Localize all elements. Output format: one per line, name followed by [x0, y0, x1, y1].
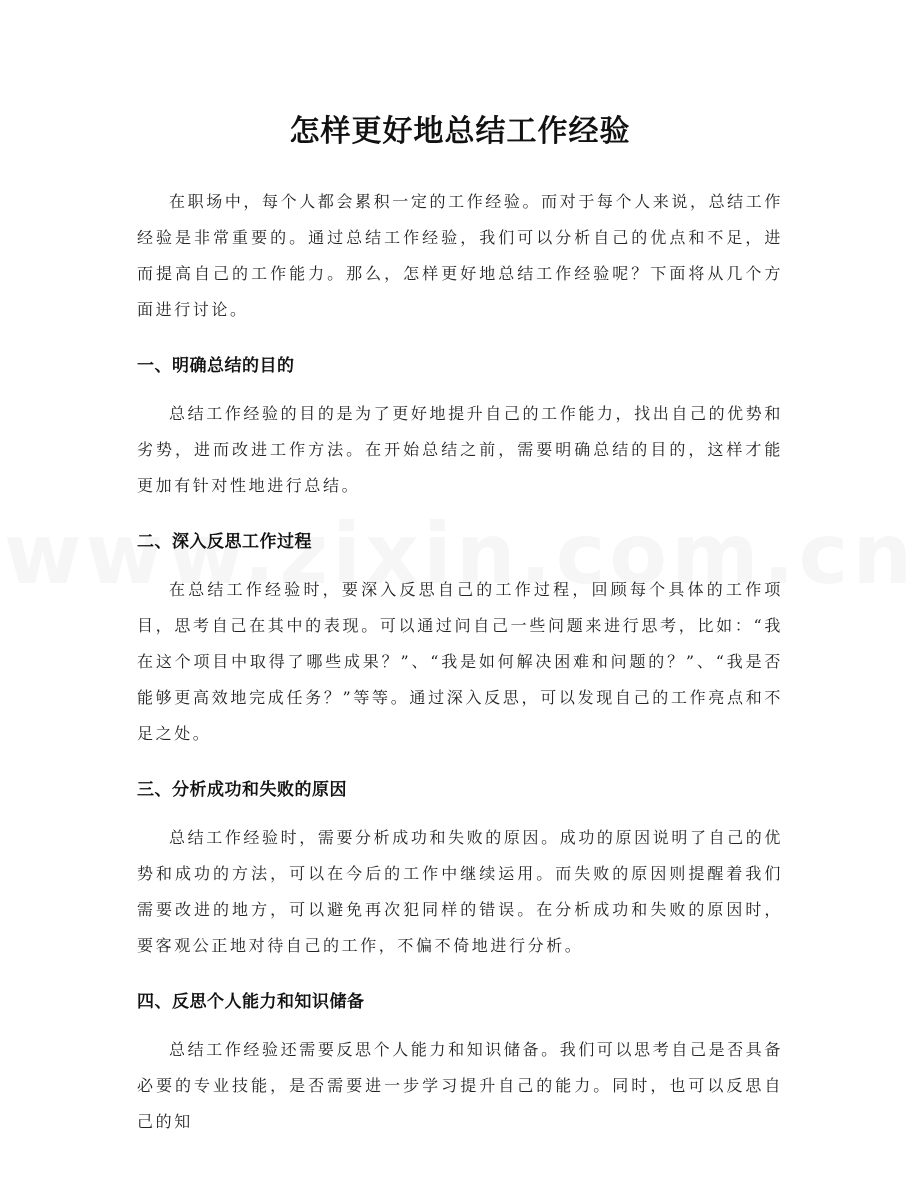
section-4 — [137, 990, 783, 1140]
intro-paragraph: 在职场中，每个人都会累积一定的工作经验。而对于每个人来说，总结工作经验是非常重要的。通过总结工作经验，我们可以分析自己的优点和不足，进而提高自己的工作能力。那么，怎样更好地总结工作经验呢？下面将从几个方面进行讨论。 — [137, 192, 783, 319]
document-title: 怎样更好地总结工作经验 — [289, 114, 631, 149]
section-body: 总结工作经验时，需要分析成功和失败的原因。成功的原因说明了自己的优势和成功的方法，可以在今后的工作中继续运用。而失败的原因则提醒着我们需要改进的地方，可以避免再次犯同样的错误。在分析成功和失败的原因时，要客观公正地对待自己的工作，不偏不倚地进行分析。 — [137, 828, 783, 955]
section-2 — [137, 530, 783, 752]
section-heading: 三、分析成功和失败的原因 — [137, 780, 347, 800]
section-body: 总结工作经验还需要反思个人能力和知识储备。我们可以思考自己是否具备必要的专业技能，是否需要进一步学习提升自己的能力。同时，也可以反思自己的知 — [137, 1040, 783, 1131]
section-3 — [137, 778, 783, 964]
section-heading: 二、深入反思工作过程 — [137, 532, 312, 552]
section-heading: 一、明确总结的目的 — [137, 356, 295, 376]
section-body: 总结工作经验的目的是为了更好地提升自己的工作能力，找出自己的优势和劣势，进而改进工作方法。在开始总结之前，需要明确总结的目的，这样才能更加有针对性地进行总结。 — [137, 404, 783, 495]
section-body: 在总结工作经验时，要深入反思自己的工作过程，回顾每个具体的工作项目，思考自己在其中的表现。可以通过问自己一些问题来进行思考，比如：“我在这个项目中取得了哪些成果？”、“我是如何解决困难和问题的？”、“我是否能够更高效地完成任务？”等等。通过深入反思，可以发现自己的工作亮点和不足之处。 — [137, 580, 783, 743]
section-heading: 四、反思个人能力和知识储备 — [137, 992, 365, 1012]
section-1 — [137, 354, 783, 504]
